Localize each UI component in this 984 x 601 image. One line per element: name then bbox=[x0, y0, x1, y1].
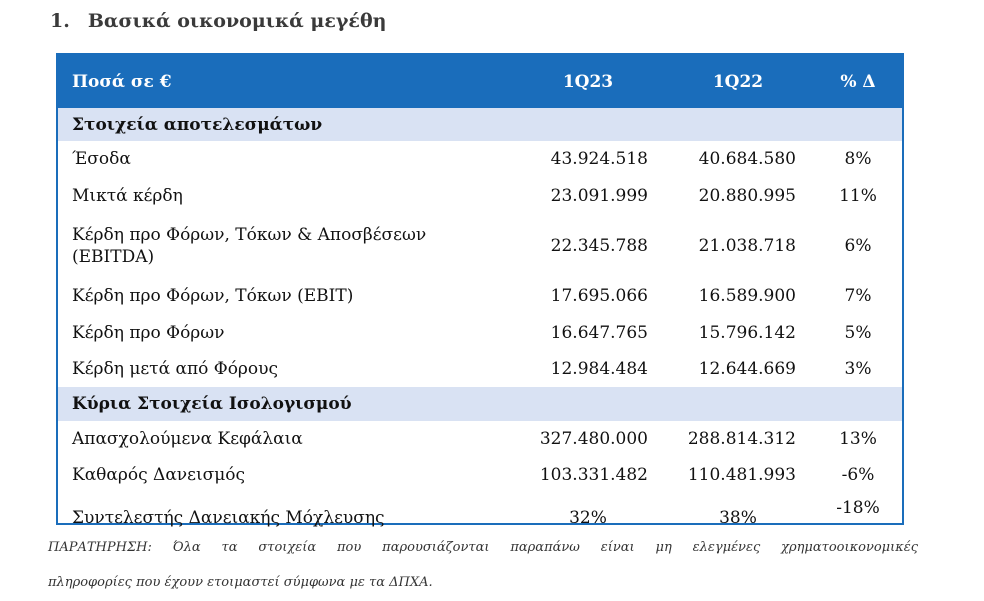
row-value-1q22: 15.796.142 bbox=[698, 323, 796, 343]
section-row-balance-sheet bbox=[58, 387, 902, 421]
row-label: Συντελεστής Δανειακής Μόχλευσης bbox=[72, 508, 385, 528]
row-label: Απασχολούμενα Κεφάλαια bbox=[72, 429, 303, 449]
row-pct-change: 5% bbox=[844, 323, 872, 343]
row-pct-change: 13% bbox=[839, 429, 877, 449]
row-label: Έσοδα bbox=[72, 149, 131, 169]
table-header bbox=[58, 55, 902, 108]
section-row-results bbox=[58, 108, 902, 141]
row-value-1q23: 23.091.999 bbox=[550, 186, 648, 206]
header-pct-change: % Δ bbox=[840, 71, 876, 92]
table-row bbox=[58, 351, 902, 387]
table-row bbox=[58, 177, 902, 215]
row-value-1q23: 16.647.765 bbox=[550, 323, 648, 343]
row-label: Κέρδη προ Φόρων, Τόκων (EBIT) bbox=[72, 286, 354, 306]
table-row bbox=[58, 493, 902, 528]
row-value-1q23: 17.695.066 bbox=[550, 286, 648, 306]
row-value-1q23: 43.924.518 bbox=[550, 149, 648, 169]
row-label: Κέρδη προ Φόρων, Τόκων & Αποσβέσεων (EBITDA) bbox=[72, 225, 427, 267]
table-row bbox=[58, 315, 902, 351]
header-1q22: 1Q22 bbox=[712, 71, 764, 92]
section-title: Βασικά οικονομικά μεγέθη bbox=[87, 10, 387, 32]
header-label: Ποσά σε € bbox=[72, 71, 172, 92]
row-label: Κέρδη μετά από Φόρους bbox=[72, 359, 279, 379]
row-label: Κέρδη προ Φόρων bbox=[72, 323, 225, 343]
row-value-1q23: 12.984.484 bbox=[550, 359, 648, 379]
section-number: 1. bbox=[50, 10, 70, 32]
row-value-1q22: 110.481.993 bbox=[687, 465, 796, 485]
row-value-1q23: 22.345.788 bbox=[550, 236, 648, 256]
financials-table bbox=[56, 53, 904, 528]
row-value-1q22: 20.880.995 bbox=[698, 186, 796, 206]
row-value-1q22: 288.814.312 bbox=[687, 429, 796, 449]
row-value-1q23: 103.331.482 bbox=[539, 465, 648, 485]
table-row bbox=[58, 277, 902, 315]
row-value-1q22: 40.684.580 bbox=[698, 149, 796, 169]
row-label: Καθαρός Δανεισμός bbox=[72, 465, 246, 485]
row-pct-change: 11% bbox=[839, 186, 877, 206]
section-heading bbox=[50, 10, 386, 32]
row-value-1q22: 12.644.669 bbox=[698, 359, 796, 379]
section-title-balance-sheet: Κύρια Στοιχεία Ισολογισμού bbox=[72, 394, 352, 414]
row-value-1q23: 32% bbox=[569, 508, 607, 528]
footnote-line-1: ΠΑΡΑΤΗΡΗΣΗ: Όλα τα στοιχεία που παρουσιάζονται παραπάνω είναι μη ελεγμένες χρηματοοικονομικές bbox=[48, 540, 918, 555]
row-pct-change: 7% bbox=[844, 286, 872, 306]
table-row bbox=[58, 141, 902, 177]
row-value-1q23: 327.480.000 bbox=[539, 429, 648, 449]
table-row bbox=[58, 457, 902, 493]
table-row bbox=[58, 421, 902, 457]
row-pct-change: 6% bbox=[844, 236, 872, 256]
row-value-1q22: 21.038.718 bbox=[698, 236, 796, 256]
row-pct-change: -18% bbox=[836, 498, 880, 518]
row-pct-change: -6% bbox=[841, 465, 875, 485]
footnote-line-2: πληροφορίες που έχουν ετοιμαστεί σύμφωνα με τα ΔΠΧΑ. bbox=[48, 575, 433, 590]
row-value-1q22: 16.589.900 bbox=[698, 286, 796, 306]
table-row bbox=[58, 215, 902, 277]
row-pct-change: 3% bbox=[844, 359, 872, 379]
row-pct-change: 8% bbox=[844, 149, 872, 169]
row-value-1q22: 38% bbox=[719, 508, 757, 528]
row-label: Μικτά κέρδη bbox=[72, 186, 183, 206]
section-title-results: Στοιχεία αποτελεσμάτων bbox=[72, 114, 323, 135]
header-1q23: 1Q23 bbox=[562, 71, 614, 92]
